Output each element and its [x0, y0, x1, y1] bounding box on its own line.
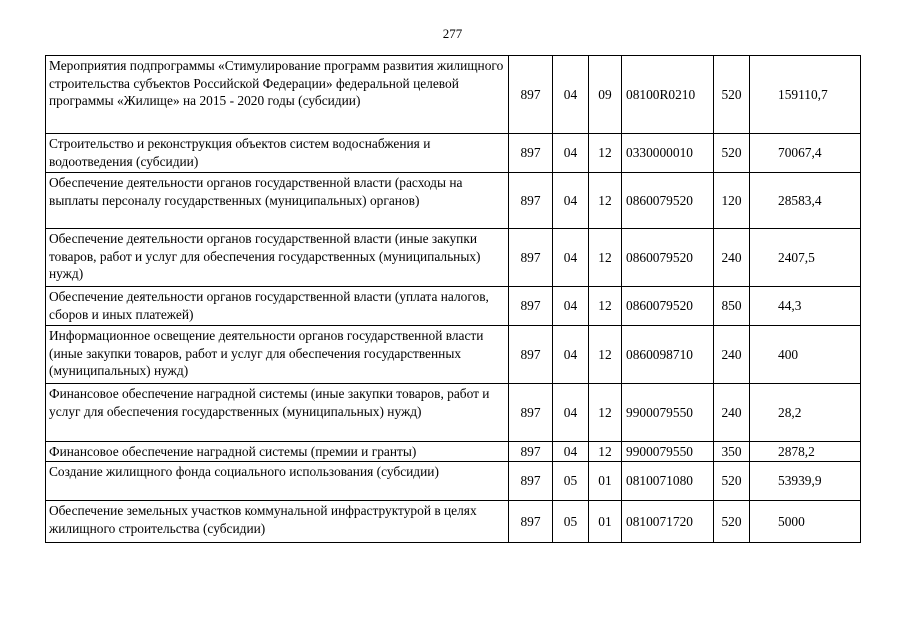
row-vr: 520 — [714, 501, 750, 543]
row-vr: 520 — [714, 462, 750, 501]
row-vr: 240 — [714, 229, 750, 287]
row-csr: 9900079550 — [622, 384, 714, 442]
row-amount: 28,2 — [750, 384, 861, 442]
row-name: Информационное освещение деятельности органов государственной власти (иные закупки товаров, работ и услуг для обеспечения государственных (муниципальных) нужд) — [46, 326, 509, 384]
table-row — [46, 56, 861, 134]
row-rz: 05 — [553, 501, 589, 543]
row-pr: 12 — [589, 384, 622, 442]
row-rz: 04 — [553, 173, 589, 229]
row-vr: 240 — [714, 326, 750, 384]
row-csr: 9900079550 — [622, 442, 714, 462]
row-vr: 520 — [714, 134, 750, 173]
row-csr: 0810071720 — [622, 501, 714, 543]
table-row — [46, 326, 861, 384]
row-rz: 04 — [553, 56, 589, 134]
row-name: Обеспечение деятельности органов государственной власти (уплата налогов, сборов и иных платежей) — [46, 287, 509, 326]
row-name: Обеспечение земельных участков коммунальной инфраструктурой в целях жилищного строительства (субсидии) — [46, 501, 509, 543]
row-amount: 2878,2 — [750, 442, 861, 462]
row-vr: 520 — [714, 56, 750, 134]
row-csr: 0860079520 — [622, 287, 714, 326]
row-ved: 897 — [509, 134, 553, 173]
row-ved: 897 — [509, 287, 553, 326]
row-rz: 04 — [553, 442, 589, 462]
row-pr: 01 — [589, 501, 622, 543]
row-vr: 240 — [714, 384, 750, 442]
row-csr: 0860098710 — [622, 326, 714, 384]
row-pr: 12 — [589, 229, 622, 287]
row-pr: 09 — [589, 56, 622, 134]
row-amount: 53939,9 — [750, 462, 861, 501]
row-rz: 05 — [553, 462, 589, 501]
table-row — [46, 134, 861, 173]
row-pr: 01 — [589, 462, 622, 501]
row-rz: 04 — [553, 287, 589, 326]
row-pr: 12 — [589, 326, 622, 384]
table-row — [46, 384, 861, 442]
row-vr: 850 — [714, 287, 750, 326]
row-csr: 0860079520 — [622, 173, 714, 229]
row-pr: 12 — [589, 287, 622, 326]
row-name: Строительство и реконструкция объектов систем водоснабжения и водоотведения (субсидии) — [46, 134, 509, 173]
row-name: Финансовое обеспечение наградной системы (иные закупки товаров, работ и услуг для обеспечения государственных (муниципальных) нужд) — [46, 384, 509, 442]
row-csr: 0330000010 — [622, 134, 714, 173]
row-ved: 897 — [509, 501, 553, 543]
row-pr: 12 — [589, 442, 622, 462]
budget-table — [45, 55, 861, 543]
row-name: Обеспечение деятельности органов государственной власти (иные закупки товаров, работ и услуг для обеспечения государственных (муниципальных) нужд) — [46, 229, 509, 287]
row-amount: 159110,7 — [750, 56, 861, 134]
row-ved: 897 — [509, 173, 553, 229]
row-name: Финансовое обеспечение наградной системы (премии и гранты) — [46, 442, 509, 462]
row-csr: 0860079520 — [622, 229, 714, 287]
row-pr: 12 — [589, 134, 622, 173]
row-rz: 04 — [553, 326, 589, 384]
row-name: Обеспечение деятельности органов государственной власти (расходы на выплаты персоналу государственных (муниципальных) органов) — [46, 173, 509, 229]
row-csr: 0810071080 — [622, 462, 714, 501]
table-row — [46, 442, 861, 462]
table-row — [46, 462, 861, 501]
row-amount: 44,3 — [750, 287, 861, 326]
row-amount: 5000 — [750, 501, 861, 543]
row-rz: 04 — [553, 384, 589, 442]
table-row — [46, 287, 861, 326]
row-csr: 08100R0210 — [622, 56, 714, 134]
row-pr: 12 — [589, 173, 622, 229]
row-amount: 28583,4 — [750, 173, 861, 229]
row-ved: 897 — [509, 442, 553, 462]
row-ved: 897 — [509, 462, 553, 501]
row-rz: 04 — [553, 229, 589, 287]
row-vr: 120 — [714, 173, 750, 229]
row-ved: 897 — [509, 229, 553, 287]
table-row — [46, 229, 861, 287]
row-amount: 70067,4 — [750, 134, 861, 173]
page-number: 277 — [442, 26, 463, 41]
row-ved: 897 — [509, 56, 553, 134]
row-name: Создание жилищного фонда социального использования (субсидии) — [46, 462, 509, 501]
table-row — [46, 501, 861, 543]
row-ved: 897 — [509, 326, 553, 384]
row-amount: 400 — [750, 326, 861, 384]
row-ved: 897 — [509, 384, 553, 442]
row-amount: 2407,5 — [750, 229, 861, 287]
table-row — [46, 173, 861, 229]
row-vr: 350 — [714, 442, 750, 462]
row-rz: 04 — [553, 134, 589, 173]
row-name: Мероприятия подпрограммы «Стимулирование программ развития жилищного строительства субъектов Российской Федерации» федеральной целевой программы «Жилище» на 2015 - 2020 годы (субсидии) — [46, 56, 509, 134]
